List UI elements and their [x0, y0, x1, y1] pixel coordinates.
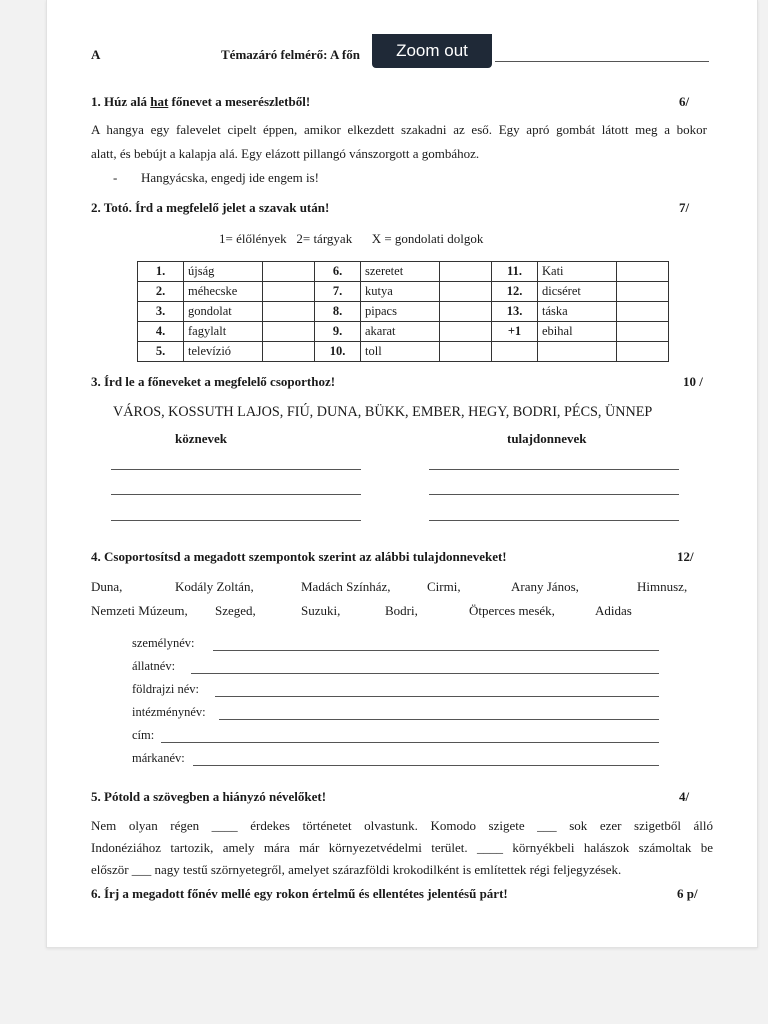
group-letter: A [91, 47, 101, 62]
answer-line-allatnev[interactable] [191, 673, 659, 674]
toto-answer-cell[interactable] [440, 282, 492, 302]
toto-number [492, 342, 538, 362]
category-label-intezmenynev: intézménynév: [132, 705, 206, 719]
task2-title: 2. Totó. Írd a megfelelő jelet a szavak után! [91, 200, 330, 215]
toto-number: 9. [315, 322, 361, 342]
toto-number: 5. [138, 342, 184, 362]
proper-noun: Duna, [91, 579, 123, 594]
toto-answer-cell[interactable] [617, 302, 669, 322]
answer-line-koznevek[interactable] [111, 469, 361, 470]
toto-answer-cell[interactable] [440, 342, 492, 362]
task5-text-line: Nem olyan régen ____ érdekes történetet olvastunk. Komodo szigete ___ sok ezer szigetből álló [91, 818, 713, 833]
toto-table [137, 261, 669, 362]
answer-line-szemelynev[interactable] [213, 650, 659, 651]
task4-title: 4. Csoportosítsd a megadott szempontok szerint az alábbi tulajdonneveket! [91, 549, 507, 564]
name-line [495, 61, 709, 62]
answer-line-koznevek[interactable] [111, 520, 361, 521]
task1-dialog: Hangyácska, engedj ide engem is! [141, 170, 319, 185]
toto-word: Kati [538, 262, 617, 282]
col-heading-koznevek: köznevek [175, 431, 227, 446]
answer-line-cim[interactable] [161, 742, 659, 743]
task5-text-line: először ___ nagy testű szörnyetegről, amelyet szárazföldi krokodilként is említettek régi feljegyzések. [91, 862, 622, 877]
toto-number: 1. [138, 262, 184, 282]
task3-title: 3. Írd le a főneveket a megfelelő csoporthoz! [91, 374, 336, 389]
toto-word: dicséret [538, 282, 617, 302]
proper-noun: Bodri, [385, 603, 418, 618]
toto-number: 13. [492, 302, 538, 322]
toto-number: 6. [315, 262, 361, 282]
toto-number: 8. [315, 302, 361, 322]
toto-word: ebihal [538, 322, 617, 342]
answer-line-foldrajzi-nev[interactable] [215, 696, 659, 697]
task5-title: 5. Pótold a szövegben a hiányzó névelőket! [91, 789, 327, 804]
toto-word: méhecske [184, 282, 263, 302]
col-heading-tulajdonnevek: tulajdonnevek [507, 431, 587, 446]
toto-answer-cell[interactable] [617, 342, 669, 362]
toto-number: 7. [315, 282, 361, 302]
task1-title: 1. Húz alá hat főnevet a meserészletből! [91, 94, 311, 109]
toto-number: 10. [315, 342, 361, 362]
toto-row [138, 322, 669, 342]
category-label-markanev: márkanév: [132, 751, 185, 765]
toto-row [138, 342, 669, 362]
toto-answer-cell[interactable] [263, 302, 315, 322]
toto-word: újság [184, 262, 263, 282]
toto-answer-cell[interactable] [263, 322, 315, 342]
worksheet-title: Témazáró felmérő: A főn [221, 47, 360, 62]
toto-row [138, 282, 669, 302]
toto-number: +1 [492, 322, 538, 342]
toto-row [138, 302, 669, 322]
proper-noun: Ötperces mesék, [469, 603, 555, 618]
task3-score: 10 / [683, 374, 703, 389]
task5-score: 4/ [679, 789, 690, 804]
toto-word: pipacs [361, 302, 440, 322]
worksheet-page [46, 0, 758, 948]
proper-noun: Kodály Zoltán, [175, 579, 254, 594]
task1-score: 6/ [679, 94, 690, 109]
proper-noun: Arany János, [511, 579, 579, 594]
toto-word: fagylalt [184, 322, 263, 342]
answer-line-tulajdonnevek[interactable] [429, 494, 679, 495]
task3-word-list: VÁROS, KOSSUTH LAJOS, FIÚ, DUNA, BÜKK, EMBER, HEGY, BODRI, PÉCS, ÜNNEP [113, 404, 653, 420]
toto-answer-cell[interactable] [617, 322, 669, 342]
zoom-out-button[interactable]: Zoom out [372, 34, 492, 68]
task1-text-line: alatt, és bebújt a kalapja alá. Egy elázott pillangó vánszorgott a gombához. [91, 146, 480, 161]
answer-line-markanev[interactable] [193, 765, 659, 766]
category-label-cim: cím: [132, 728, 155, 742]
toto-number: 11. [492, 262, 538, 282]
proper-noun: Adidas [595, 603, 632, 618]
toto-answer-cell[interactable] [440, 302, 492, 322]
dialog-dash: - [113, 170, 118, 185]
category-label-foldrajzi-nev: földrajzi név: [132, 682, 199, 696]
toto-number: 3. [138, 302, 184, 322]
proper-noun: Szeged, [215, 603, 256, 618]
toto-row [138, 262, 669, 282]
proper-noun: Cirmi, [427, 579, 461, 594]
answer-line-koznevek[interactable] [111, 494, 361, 495]
toto-word [538, 342, 617, 362]
toto-word: gondolat [184, 302, 263, 322]
toto-answer-cell[interactable] [263, 282, 315, 302]
task2-score: 7/ [679, 200, 690, 215]
category-label-allatnev: állatnév: [132, 659, 176, 673]
toto-number: 4. [138, 322, 184, 342]
toto-answer-cell[interactable] [617, 282, 669, 302]
task2-legend: 1= élőlények 2= tárgyak X = gondolati dolgok [219, 231, 484, 246]
answer-line-tulajdonnevek[interactable] [429, 469, 679, 470]
toto-word: toll [361, 342, 440, 362]
toto-number: 12. [492, 282, 538, 302]
toto-answer-cell[interactable] [440, 262, 492, 282]
proper-noun: Himnusz, [637, 579, 688, 594]
toto-answer-cell[interactable] [617, 262, 669, 282]
toto-word: kutya [361, 282, 440, 302]
toto-answer-cell[interactable] [263, 342, 315, 362]
toto-answer-cell[interactable] [263, 262, 315, 282]
toto-word: televízió [184, 342, 263, 362]
task4-score: 12/ [677, 549, 694, 564]
proper-noun: Madách Színház, [301, 579, 391, 594]
answer-line-tulajdonnevek[interactable] [429, 520, 679, 521]
proper-noun: Nemzeti Múzeum, [91, 603, 188, 618]
proper-noun: Suzuki, [301, 603, 341, 618]
toto-answer-cell[interactable] [440, 322, 492, 342]
toto-number: 2. [138, 282, 184, 302]
task6-score: 6 p/ [677, 886, 698, 901]
toto-word: akarat [361, 322, 440, 342]
answer-line-intezmenynev[interactable] [219, 719, 659, 720]
toto-word: táska [538, 302, 617, 322]
category-label-szemelynev: személynév: [132, 636, 195, 650]
toto-word: szeretet [361, 262, 440, 282]
task1-text-line: A hangya egy falevelet cipelt éppen, amikor elkezdett szakadni az eső. Egy apró gombát látott meg a bokor [91, 122, 707, 137]
task6-title: 6. Írj a megadott főnév mellé egy rokon értelmű és ellentétes jelentésű párt! [91, 886, 508, 901]
task5-text-line: Indonéziához tartozik, amely mára már környezetvédelmi terület. ____ környékbeli halászok számoltak be [91, 840, 713, 855]
